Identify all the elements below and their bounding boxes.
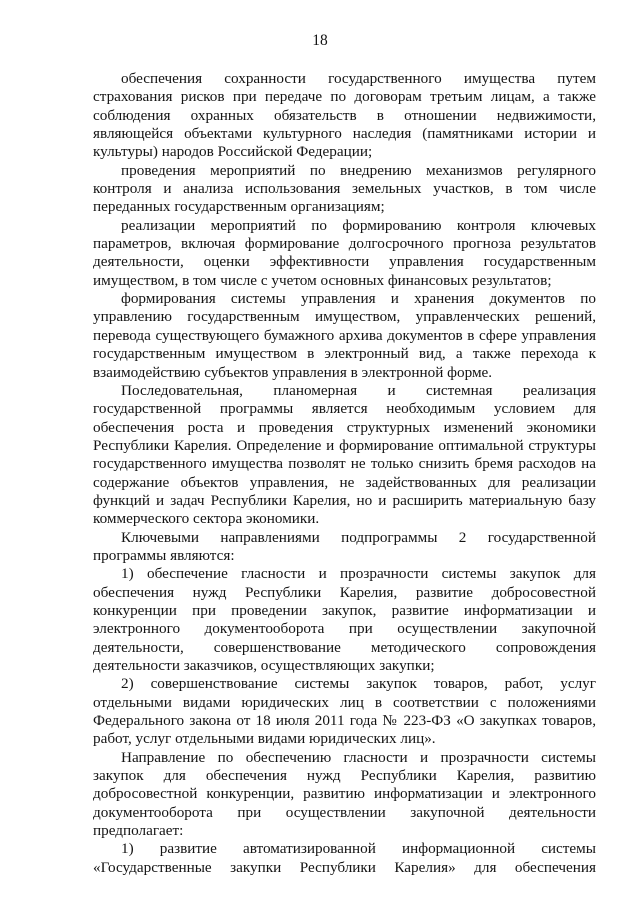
document-body [93,70,596,877]
text-line: обеспечения роста и проведения структурных изменений экономики [93,418,596,436]
text-line: перевода существующего бумажного архива документов в сфере управления [93,326,596,344]
text-line: деятельности, совершенствование методического сопровождения [93,638,596,656]
text-line: 2) совершенствование системы закупок товаров, работ, услуг [121,675,596,693]
text-line: электронного документооборота при осуществлении закупочной [93,620,596,638]
text-line: предполагает: [93,822,184,840]
text-line: государственной программы является необходимым условием для [93,400,596,418]
text-line: деятельности, оценки эффективности управления государственным [93,253,596,271]
text-line: контроля и анализа использования земельных участков, в том числе [93,180,596,198]
text-line: формирования системы управления и хранения документов по [121,290,596,308]
text-line: реализации мероприятий по формированию контроля ключевых [121,216,596,234]
text-line: 1) развитие автоматизированной информационной системы [121,840,596,858]
text-line: переданных государственным организациям; [93,198,385,216]
text-line: деятельности заказчиков, осуществляющих закупки; [93,657,435,674]
text-line: «Государственные закупки Республики Карелия» для обеспечения [93,858,596,876]
text-line: государственным имуществом в электронный вид, а также перехода к [93,345,596,363]
text-line: 1) обеспечение гласности и прозрачности системы закупок для [121,565,596,583]
text-line: добросовестной конкуренции, развитию информатизации и электронного [93,785,596,803]
text-line: Республики Карелия. Определение и формирование оптимальной структуры [93,436,596,454]
text-line: отдельными видами юридических лиц в соответствии с положениями [93,693,596,711]
text-line: закупок для обеспечения нужд Республики Карелия, развитию [93,767,596,785]
text-line: проведения мероприятий по внедрению механизмов регулярного [121,161,596,179]
text-line: параметров, включая формирование долгосрочного прогноза результатов [93,235,596,253]
text-line: страхования рисков при передаче по договорам третьим лицам, а также [93,88,596,106]
text-line: функций и задач Республики Карелия, но и расширить материальную базу [93,491,596,509]
text-line: обеспечения сохранности государственного имущества путем [121,70,596,87]
text-line: документооборота при осуществлении закупочной деятельности [93,803,596,821]
text-line: программы являются: [93,546,235,564]
text-line: коммерческого сектора экономики. [93,510,320,528]
text-line: Федерального закона от 18 июля 2011 года № 223-ФЗ «О закупках товаров, [93,712,596,730]
page-number: 18 [312,32,328,49]
text-line: содержание объектов управления, не задействованных для реализации [93,473,596,491]
text-line: соблюдения охранных обязательств в отношении недвижимости, [93,106,596,124]
text-line: управлению государственным имуществом, управленческих решений, [93,308,596,326]
text-line: имуществом, в том числе с учетом основных финансовых результатов; [93,271,552,289]
text-line: Ключевыми направлениями подпрограммы 2 государственной [121,528,596,546]
text-line: взаимодействию субъектов управления в электронной форме. [93,363,493,381]
text-line: Последовательная, планомерная и системная реализация [121,381,596,399]
text-line: культуры) народов Российской Федерации; [93,143,373,161]
text-line: Направление по обеспечению гласности и прозрачности системы [121,748,596,766]
text-line: конкуренции при проведении закупок, развитие информатизации и [93,601,596,619]
text-line: обеспечения нужд Республики Карелия, развитие добросовестной [93,583,596,601]
text-line: государственного имущества позволят не только снизить бремя расходов на [93,455,596,473]
text-line: работ, услуг отдельными видами юридических лиц». [93,730,436,748]
text-line: являющейся объектами культурного наследия (памятниками истории и [93,125,596,143]
